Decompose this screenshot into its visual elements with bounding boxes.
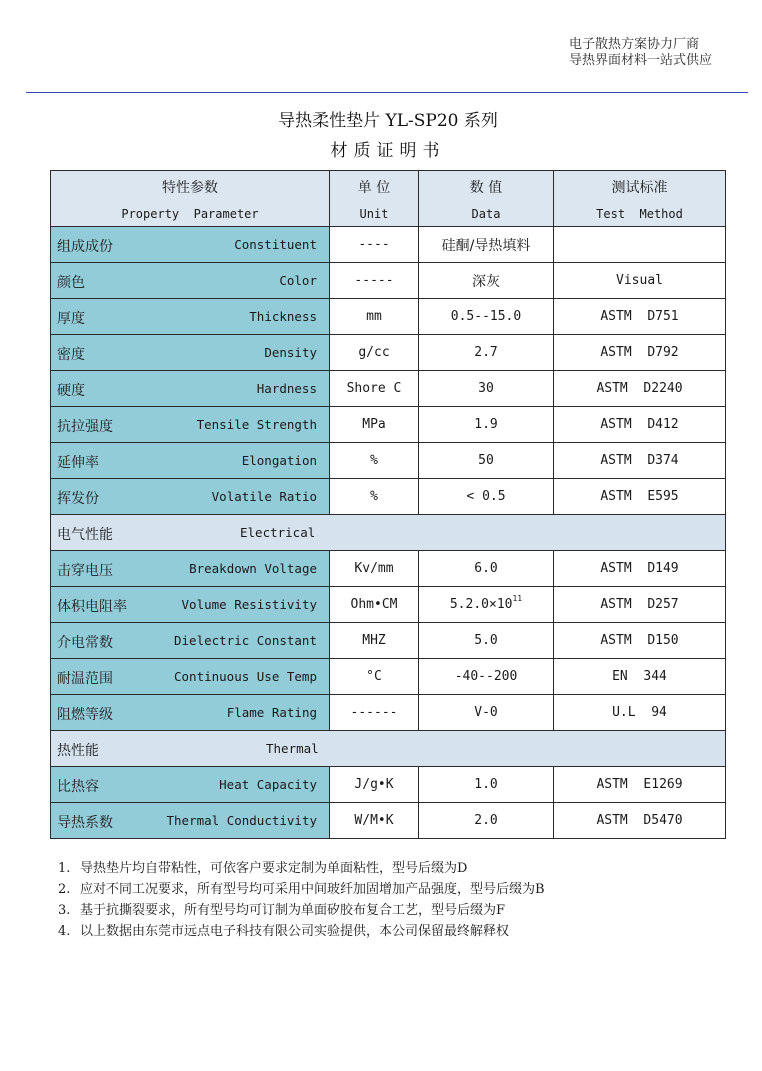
unit-cell <box>330 443 419 479</box>
header-property-en: Property Parameter <box>121 207 259 221</box>
property-cell <box>51 695 330 731</box>
property-name-cn: 厚度 <box>57 311 85 327</box>
property-name-en: Thickness <box>249 309 317 324</box>
data-cell <box>419 659 554 695</box>
test-method-value: ASTM D412 <box>600 417 679 432</box>
property-cell <box>51 443 330 479</box>
test-method-value: U.L 94 <box>612 705 667 720</box>
property-name-cn: 导热系数 <box>57 815 113 831</box>
test-method-value: ASTM D2240 <box>596 381 683 396</box>
note-item <box>58 858 748 879</box>
unit-value: % <box>370 489 378 504</box>
data-value: 5.2.0×10 <box>449 597 513 612</box>
property-name-cn: 介电常数 <box>57 635 113 651</box>
unit-value: W/M•K <box>354 813 394 828</box>
header-unit <box>330 171 419 227</box>
property-name-en: Volume Resistivity <box>181 597 317 612</box>
header-property-cn: 特性参数 <box>162 180 218 196</box>
table-row <box>51 299 726 335</box>
unit-cell <box>330 659 419 695</box>
property-name-cn: 颜色 <box>57 275 85 291</box>
test-method-value: ASTM D792 <box>600 345 679 360</box>
property-name-cn: 耐温范围 <box>57 671 113 687</box>
note-text: 基于抗撕裂要求，所有型号均可订制为单面矽胶布复合工艺，型号后缀为F <box>80 903 506 918</box>
unit-value: Kv/mm <box>354 561 394 576</box>
data-value: 深灰 <box>472 273 500 290</box>
property-cell <box>51 803 330 839</box>
test-method-cell <box>554 803 726 839</box>
data-cell <box>419 479 554 515</box>
table-row <box>51 479 726 515</box>
test-method-cell <box>554 623 726 659</box>
test-method-cell <box>554 659 726 695</box>
test-method-cell <box>554 695 726 731</box>
property-name-en: Thermal Conductivity <box>166 813 317 828</box>
data-cell <box>419 299 554 335</box>
unit-cell <box>330 479 419 515</box>
property-name-en: Tensile Strength <box>196 417 317 432</box>
header-data-en: Data <box>471 207 501 221</box>
test-method-value: ASTM E1269 <box>596 777 683 792</box>
test-method-value: ASTM D150 <box>600 633 679 648</box>
header-test-cn: 测试标准 <box>611 180 668 196</box>
property-cell <box>51 659 330 695</box>
table-row <box>51 551 726 587</box>
property-name-en: Volatile Ratio <box>211 489 317 504</box>
data-cell <box>419 803 554 839</box>
test-method-value: Visual <box>616 273 663 288</box>
data-cell <box>419 335 554 371</box>
data-value: 2.7 <box>474 345 498 360</box>
table-row <box>51 803 726 839</box>
test-method-value: ASTM D257 <box>600 597 679 612</box>
header-divider <box>26 92 748 93</box>
property-cell <box>51 623 330 659</box>
note-item <box>58 900 748 921</box>
property-name-cn: 密度 <box>57 347 85 363</box>
unit-value: g/cc <box>358 345 390 360</box>
test-method-cell <box>554 371 726 407</box>
data-cell <box>419 227 554 263</box>
data-cell <box>419 551 554 587</box>
test-method-value: ASTM D149 <box>600 561 679 576</box>
table-row <box>51 443 726 479</box>
unit-cell <box>330 623 419 659</box>
data-cell <box>419 371 554 407</box>
unit-value: Ohm•CM <box>350 597 398 612</box>
property-name-cn: 阻燃等级 <box>57 707 113 723</box>
data-cell <box>419 263 554 299</box>
unit-cell <box>330 767 419 803</box>
header-data-cn: 数 值 <box>469 180 503 196</box>
unit-cell <box>330 335 419 371</box>
unit-cell <box>330 587 419 623</box>
note-number: 3. <box>58 903 71 918</box>
test-method-cell <box>554 443 726 479</box>
data-value: 6.0 <box>474 561 498 576</box>
company-tagline <box>569 37 754 69</box>
section-cell <box>51 731 726 767</box>
table-row <box>51 371 726 407</box>
unit-cell <box>330 263 419 299</box>
unit-value: mm <box>366 309 382 324</box>
data-value: 1.0 <box>474 777 498 792</box>
test-method-cell <box>554 299 726 335</box>
note-number: 1. <box>58 861 71 876</box>
property-cell <box>51 227 330 263</box>
table-row <box>51 767 726 803</box>
property-name-en: Elongation <box>241 453 317 468</box>
property-name-cn: 抗拉强度 <box>57 419 113 435</box>
property-cell <box>51 479 330 515</box>
property-name-en: Hardness <box>256 381 317 396</box>
property-name-cn: 击穿电压 <box>57 563 113 579</box>
data-cell <box>419 443 554 479</box>
header-test-en: Test Method <box>596 207 683 221</box>
property-name-cn: 硬度 <box>57 383 85 399</box>
data-value: 1.9 <box>474 417 498 432</box>
property-cell <box>51 371 330 407</box>
section-title-en: Electrical <box>240 525 316 540</box>
table-row <box>51 587 726 623</box>
property-name-en: Breakdown Voltage <box>189 561 317 576</box>
property-name-en: Constituent <box>234 237 317 252</box>
unit-value: % <box>370 453 378 468</box>
data-value: 0.5--15.0 <box>450 309 522 324</box>
header-unit-en: Unit <box>359 207 389 221</box>
data-value: 5.0 <box>474 633 498 648</box>
property-name-en: Flame Rating <box>226 705 317 720</box>
data-cell <box>419 767 554 803</box>
spec-table <box>50 170 726 839</box>
table-header-row <box>51 171 726 227</box>
property-cell <box>51 551 330 587</box>
company-line-1: 电子散热方案协力厂商 <box>569 37 700 52</box>
test-method-cell <box>554 263 726 299</box>
data-value: 30 <box>478 381 494 396</box>
unit-value: ---- <box>358 237 390 252</box>
data-value: -40--200 <box>454 669 518 684</box>
note-number: 2. <box>58 882 71 897</box>
unit-value: °C <box>366 669 382 684</box>
unit-cell <box>330 695 419 731</box>
document-title: 导热柔性垫片 YL-SP20 系列 <box>278 111 498 131</box>
test-method-value: ASTM D751 <box>600 309 679 324</box>
header-data <box>419 171 554 227</box>
property-name-en: Continuous Use Temp <box>174 669 317 684</box>
test-method-value: ASTM D374 <box>600 453 679 468</box>
property-cell <box>51 587 330 623</box>
document-subtitle: 材质证明书 <box>330 141 446 161</box>
unit-cell <box>330 407 419 443</box>
property-name-en: Dielectric Constant <box>174 633 317 648</box>
property-name-cn: 挥发份 <box>57 491 99 507</box>
property-cell <box>51 299 330 335</box>
unit-cell <box>330 227 419 263</box>
note-item <box>58 879 748 900</box>
header-unit-cn: 单 位 <box>357 180 391 196</box>
unit-value: ----- <box>354 273 394 288</box>
section-title-en: Thermal <box>266 741 319 756</box>
table-row <box>51 659 726 695</box>
section-title-cn: 电气性能 <box>57 527 113 543</box>
note-item <box>58 921 748 942</box>
property-name-cn: 延伸率 <box>57 455 99 471</box>
property-cell <box>51 767 330 803</box>
company-line-2: 导热界面材料一站式供应 <box>569 53 713 68</box>
unit-value: Shore C <box>346 381 402 396</box>
test-method-value: EN 344 <box>612 669 667 684</box>
note-text: 导热垫片均自带粘性，可依客户要求定制为单面粘性，型号后缀为D <box>80 861 468 876</box>
section-cell <box>51 515 726 551</box>
note-text: 应对不同工况要求，所有型号均可采用中间玻纤加固增加产品强度，型号后缀为B <box>80 882 545 897</box>
data-value: 50 <box>478 453 494 468</box>
section-title-cn: 热性能 <box>57 743 99 759</box>
note-text: 以上数据由东莞市远点电子科技有限公司实验提供，本公司保留最终解释权 <box>80 924 510 939</box>
data-cell <box>419 407 554 443</box>
table-row <box>51 695 726 731</box>
property-name-cn: 比热容 <box>57 779 99 795</box>
data-cell <box>419 623 554 659</box>
test-method-cell <box>554 479 726 515</box>
section-electrical <box>51 515 726 551</box>
test-method-cell <box>554 587 726 623</box>
data-value: V-0 <box>474 705 498 720</box>
section-thermal <box>51 731 726 767</box>
property-cell <box>51 263 330 299</box>
unit-cell <box>330 299 419 335</box>
table-row <box>51 227 726 263</box>
test-method-cell <box>554 767 726 803</box>
test-method-cell <box>554 551 726 587</box>
property-name-en: Color <box>279 273 317 288</box>
data-cell <box>419 587 554 623</box>
data-exponent: 11 <box>512 594 523 603</box>
notes-list <box>58 858 748 942</box>
data-cell <box>419 695 554 731</box>
property-name-en: Heat Capacity <box>219 777 317 792</box>
data-value: 硅酮/导热填料 <box>441 237 531 254</box>
property-name-en: Density <box>264 345 317 360</box>
header-property <box>51 171 330 227</box>
property-name-cn: 体积电阻率 <box>57 599 127 615</box>
note-number: 4. <box>58 924 71 939</box>
unit-cell <box>330 803 419 839</box>
unit-value: ------ <box>350 705 398 720</box>
test-method-cell <box>554 335 726 371</box>
test-method-cell <box>554 407 726 443</box>
table-row <box>51 263 726 299</box>
header-test-method <box>554 171 726 227</box>
unit-cell <box>330 551 419 587</box>
table-row <box>51 335 726 371</box>
unit-value: MPa <box>362 417 386 432</box>
property-cell <box>51 335 330 371</box>
unit-value: MHZ <box>362 633 386 648</box>
table-row <box>51 407 726 443</box>
unit-cell <box>330 371 419 407</box>
data-value: < 0.5 <box>466 489 506 504</box>
data-value: 2.0 <box>474 813 498 828</box>
test-method-value: ASTM D5470 <box>596 813 683 828</box>
property-cell <box>51 407 330 443</box>
test-method-value: ASTM E595 <box>600 489 679 504</box>
property-name-cn: 组成成份 <box>57 239 113 255</box>
unit-value: J/g•K <box>354 777 394 792</box>
table-row <box>51 623 726 659</box>
test-method-cell <box>554 227 726 263</box>
